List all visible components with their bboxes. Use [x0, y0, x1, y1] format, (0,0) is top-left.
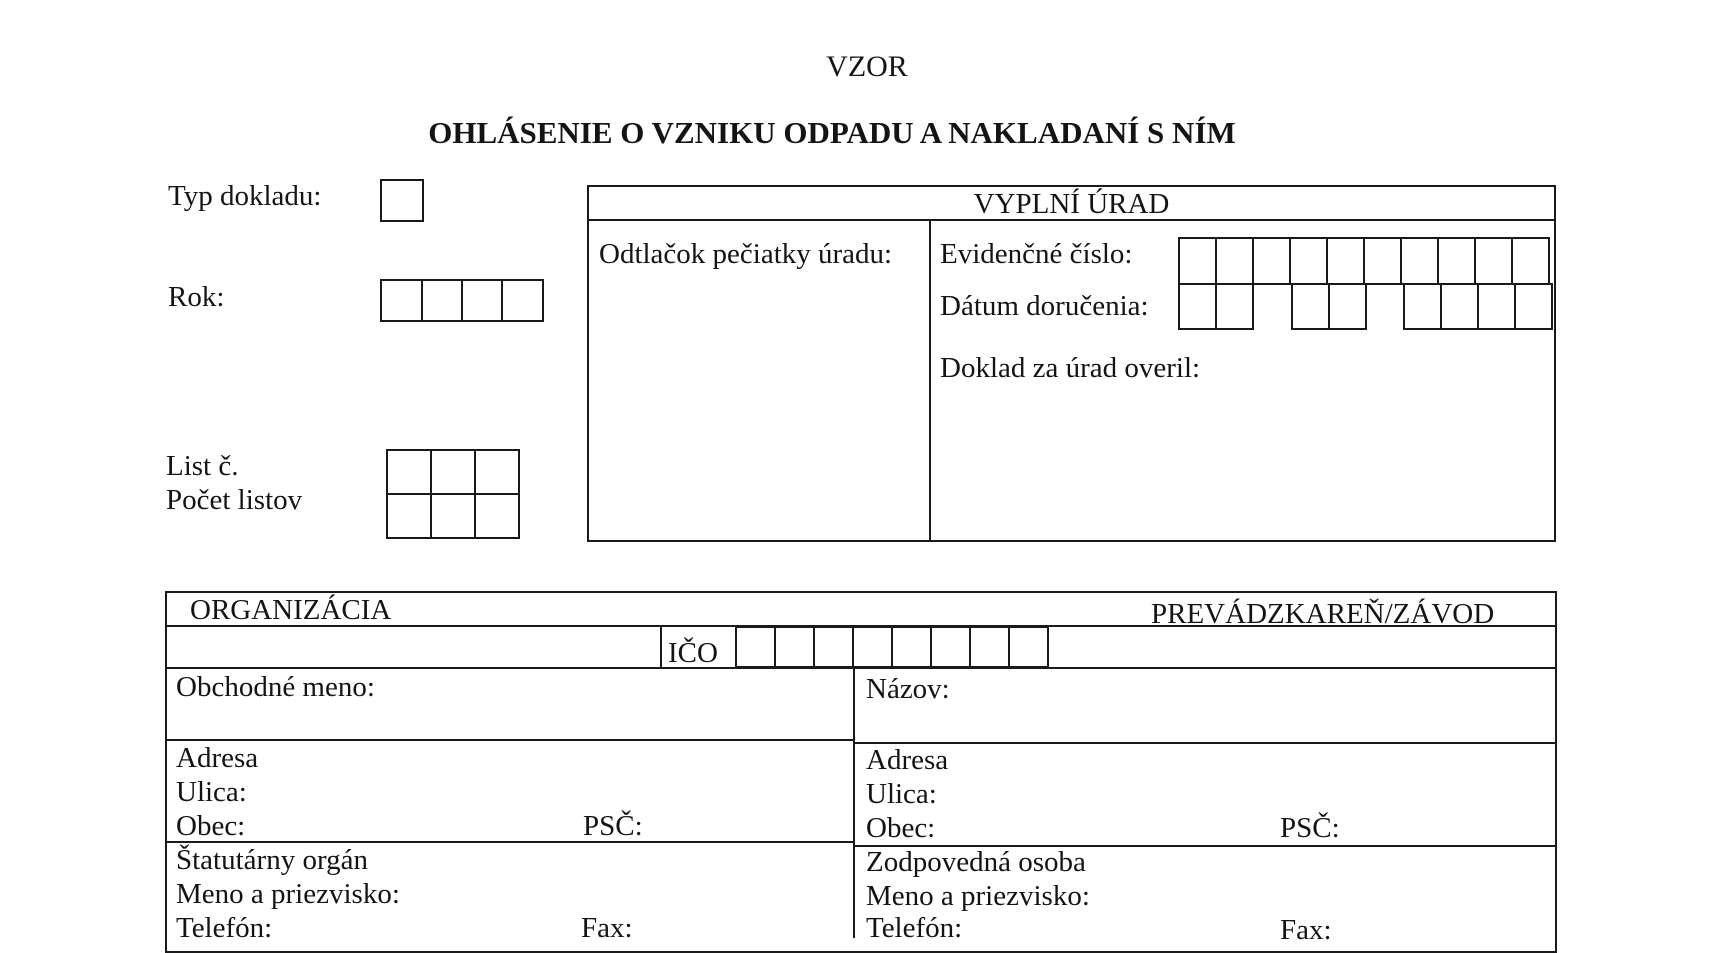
ico-field[interactable]	[735, 626, 1049, 668]
document-subtitle: VZOR	[826, 50, 908, 83]
evidencne-cislo-label: Evidenčné číslo:	[940, 238, 1133, 270]
ico-digit-cell[interactable]	[1008, 626, 1049, 668]
rok-digit-cell[interactable]	[461, 279, 503, 322]
ico-digit-cell[interactable]	[891, 626, 932, 668]
office-column-divider	[929, 220, 931, 541]
typ-dokladu-field[interactable]	[380, 179, 424, 222]
datum-year-cell[interactable]	[1440, 283, 1479, 330]
datum-year-cell[interactable]	[1477, 283, 1516, 330]
rok-label: Rok:	[168, 281, 225, 313]
ico-label-left-border	[660, 626, 662, 668]
evidencne-cislo-cell[interactable]	[1252, 237, 1291, 285]
name-row-divider-right	[854, 742, 1556, 744]
left-ulica-label: Ulica:	[176, 776, 247, 808]
office-header: VYPLNÍ ÚRAD	[973, 188, 1170, 220]
left-psc-label: PSČ:	[583, 810, 643, 842]
datum-month-cell[interactable]	[1291, 283, 1330, 330]
datum-year-field[interactable]	[1403, 283, 1553, 330]
evidencne-cislo-cell[interactable]	[1178, 237, 1217, 285]
statutarny-organ-heading: Štatutárny orgán	[176, 844, 368, 876]
rok-field[interactable]	[380, 279, 544, 322]
list-c-cell[interactable]	[474, 449, 520, 495]
list-count-grid[interactable]	[388, 449, 520, 537]
list-c-cell[interactable]	[430, 449, 476, 495]
ico-label: IČO	[668, 637, 718, 669]
name-row-divider-left	[166, 739, 854, 741]
zodpovedna-osoba-heading: Zodpovedná osoba	[866, 846, 1086, 878]
right-adresa-heading: Adresa	[866, 744, 949, 776]
document-title: OHLÁSENIE O VZNIKU ODPADU A NAKLADANÍ S NÍM	[428, 115, 1236, 150]
pocet-listov-cell[interactable]	[430, 493, 476, 539]
org-column-divider	[853, 668, 855, 938]
typ-dokladu-label: Typ dokladu:	[168, 180, 322, 212]
overil-area[interactable]	[940, 395, 1540, 535]
right-meno-label: Meno a priezvisko:	[866, 880, 1090, 912]
nazov-field[interactable]	[960, 670, 1550, 736]
evidencne-cislo-cell[interactable]	[1474, 237, 1513, 285]
rok-digit-cell[interactable]	[421, 279, 463, 322]
left-obec-label: Obec:	[176, 810, 246, 842]
left-meno-label: Meno a priezvisko:	[176, 878, 400, 910]
pocet-listov-cell[interactable]	[386, 493, 432, 539]
left-telefon-label: Telefón:	[176, 912, 273, 944]
ico-row-divider	[166, 667, 1556, 669]
overil-label: Doklad za úrad overil:	[940, 352, 1201, 384]
pocet-listov-cell[interactable]	[474, 493, 520, 539]
stamp-label: Odtlačok pečiatky úradu:	[599, 238, 893, 270]
evidencne-cislo-cell[interactable]	[1511, 237, 1550, 285]
evidencne-cislo-cell[interactable]	[1437, 237, 1476, 285]
ico-digit-cell[interactable]	[930, 626, 971, 668]
rok-digit-cell[interactable]	[380, 279, 423, 322]
pocet-listov-label: Počet listov	[166, 484, 303, 516]
evidencne-cislo-field[interactable]	[1178, 237, 1550, 285]
datum-month-cell[interactable]	[1328, 283, 1367, 330]
ico-digit-cell[interactable]	[735, 626, 776, 668]
datum-year-cell[interactable]	[1403, 283, 1442, 330]
right-fax-label: Fax:	[1280, 914, 1332, 946]
nazov-label: Názov:	[866, 673, 950, 705]
obchodne-meno-field[interactable]	[420, 670, 845, 736]
evidencne-cislo-cell[interactable]	[1400, 237, 1439, 285]
datum-dorucenia-label: Dátum doručenia:	[940, 290, 1149, 322]
ico-digit-cell[interactable]	[813, 626, 854, 668]
stamp-area[interactable]	[589, 280, 927, 538]
datum-month-field[interactable]	[1291, 283, 1367, 330]
list-c-label: List č.	[166, 450, 239, 482]
evidencne-cislo-cell[interactable]	[1215, 237, 1254, 285]
evidencne-cislo-cell[interactable]	[1289, 237, 1328, 285]
address-row-divider-left	[166, 841, 854, 843]
ico-digit-cell[interactable]	[774, 626, 815, 668]
right-ulica-label: Ulica:	[866, 778, 937, 810]
datum-day-cell[interactable]	[1178, 283, 1217, 330]
datum-day-cell[interactable]	[1215, 283, 1254, 330]
list-c-cell[interactable]	[386, 449, 432, 495]
organizacia-header: ORGANIZÁCIA	[190, 594, 392, 626]
evidencne-cislo-cell[interactable]	[1326, 237, 1365, 285]
left-adresa-heading: Adresa	[176, 742, 259, 774]
datum-year-cell[interactable]	[1514, 283, 1553, 330]
right-obec-label: Obec:	[866, 812, 936, 844]
right-telefon-label: Telefón:	[866, 912, 963, 944]
ico-digit-cell[interactable]	[969, 626, 1010, 668]
datum-day-field[interactable]	[1178, 283, 1254, 330]
rok-digit-cell[interactable]	[501, 279, 544, 322]
prevadzkaren-header: PREVÁDZKAREŇ/ZÁVOD	[1151, 598, 1495, 630]
obchodne-meno-label: Obchodné meno:	[176, 671, 375, 703]
right-psc-label: PSČ:	[1280, 812, 1340, 844]
office-header-divider	[588, 219, 1555, 221]
evidencne-cislo-cell[interactable]	[1363, 237, 1402, 285]
ico-digit-cell[interactable]	[852, 626, 893, 668]
left-fax-label: Fax:	[581, 912, 633, 944]
